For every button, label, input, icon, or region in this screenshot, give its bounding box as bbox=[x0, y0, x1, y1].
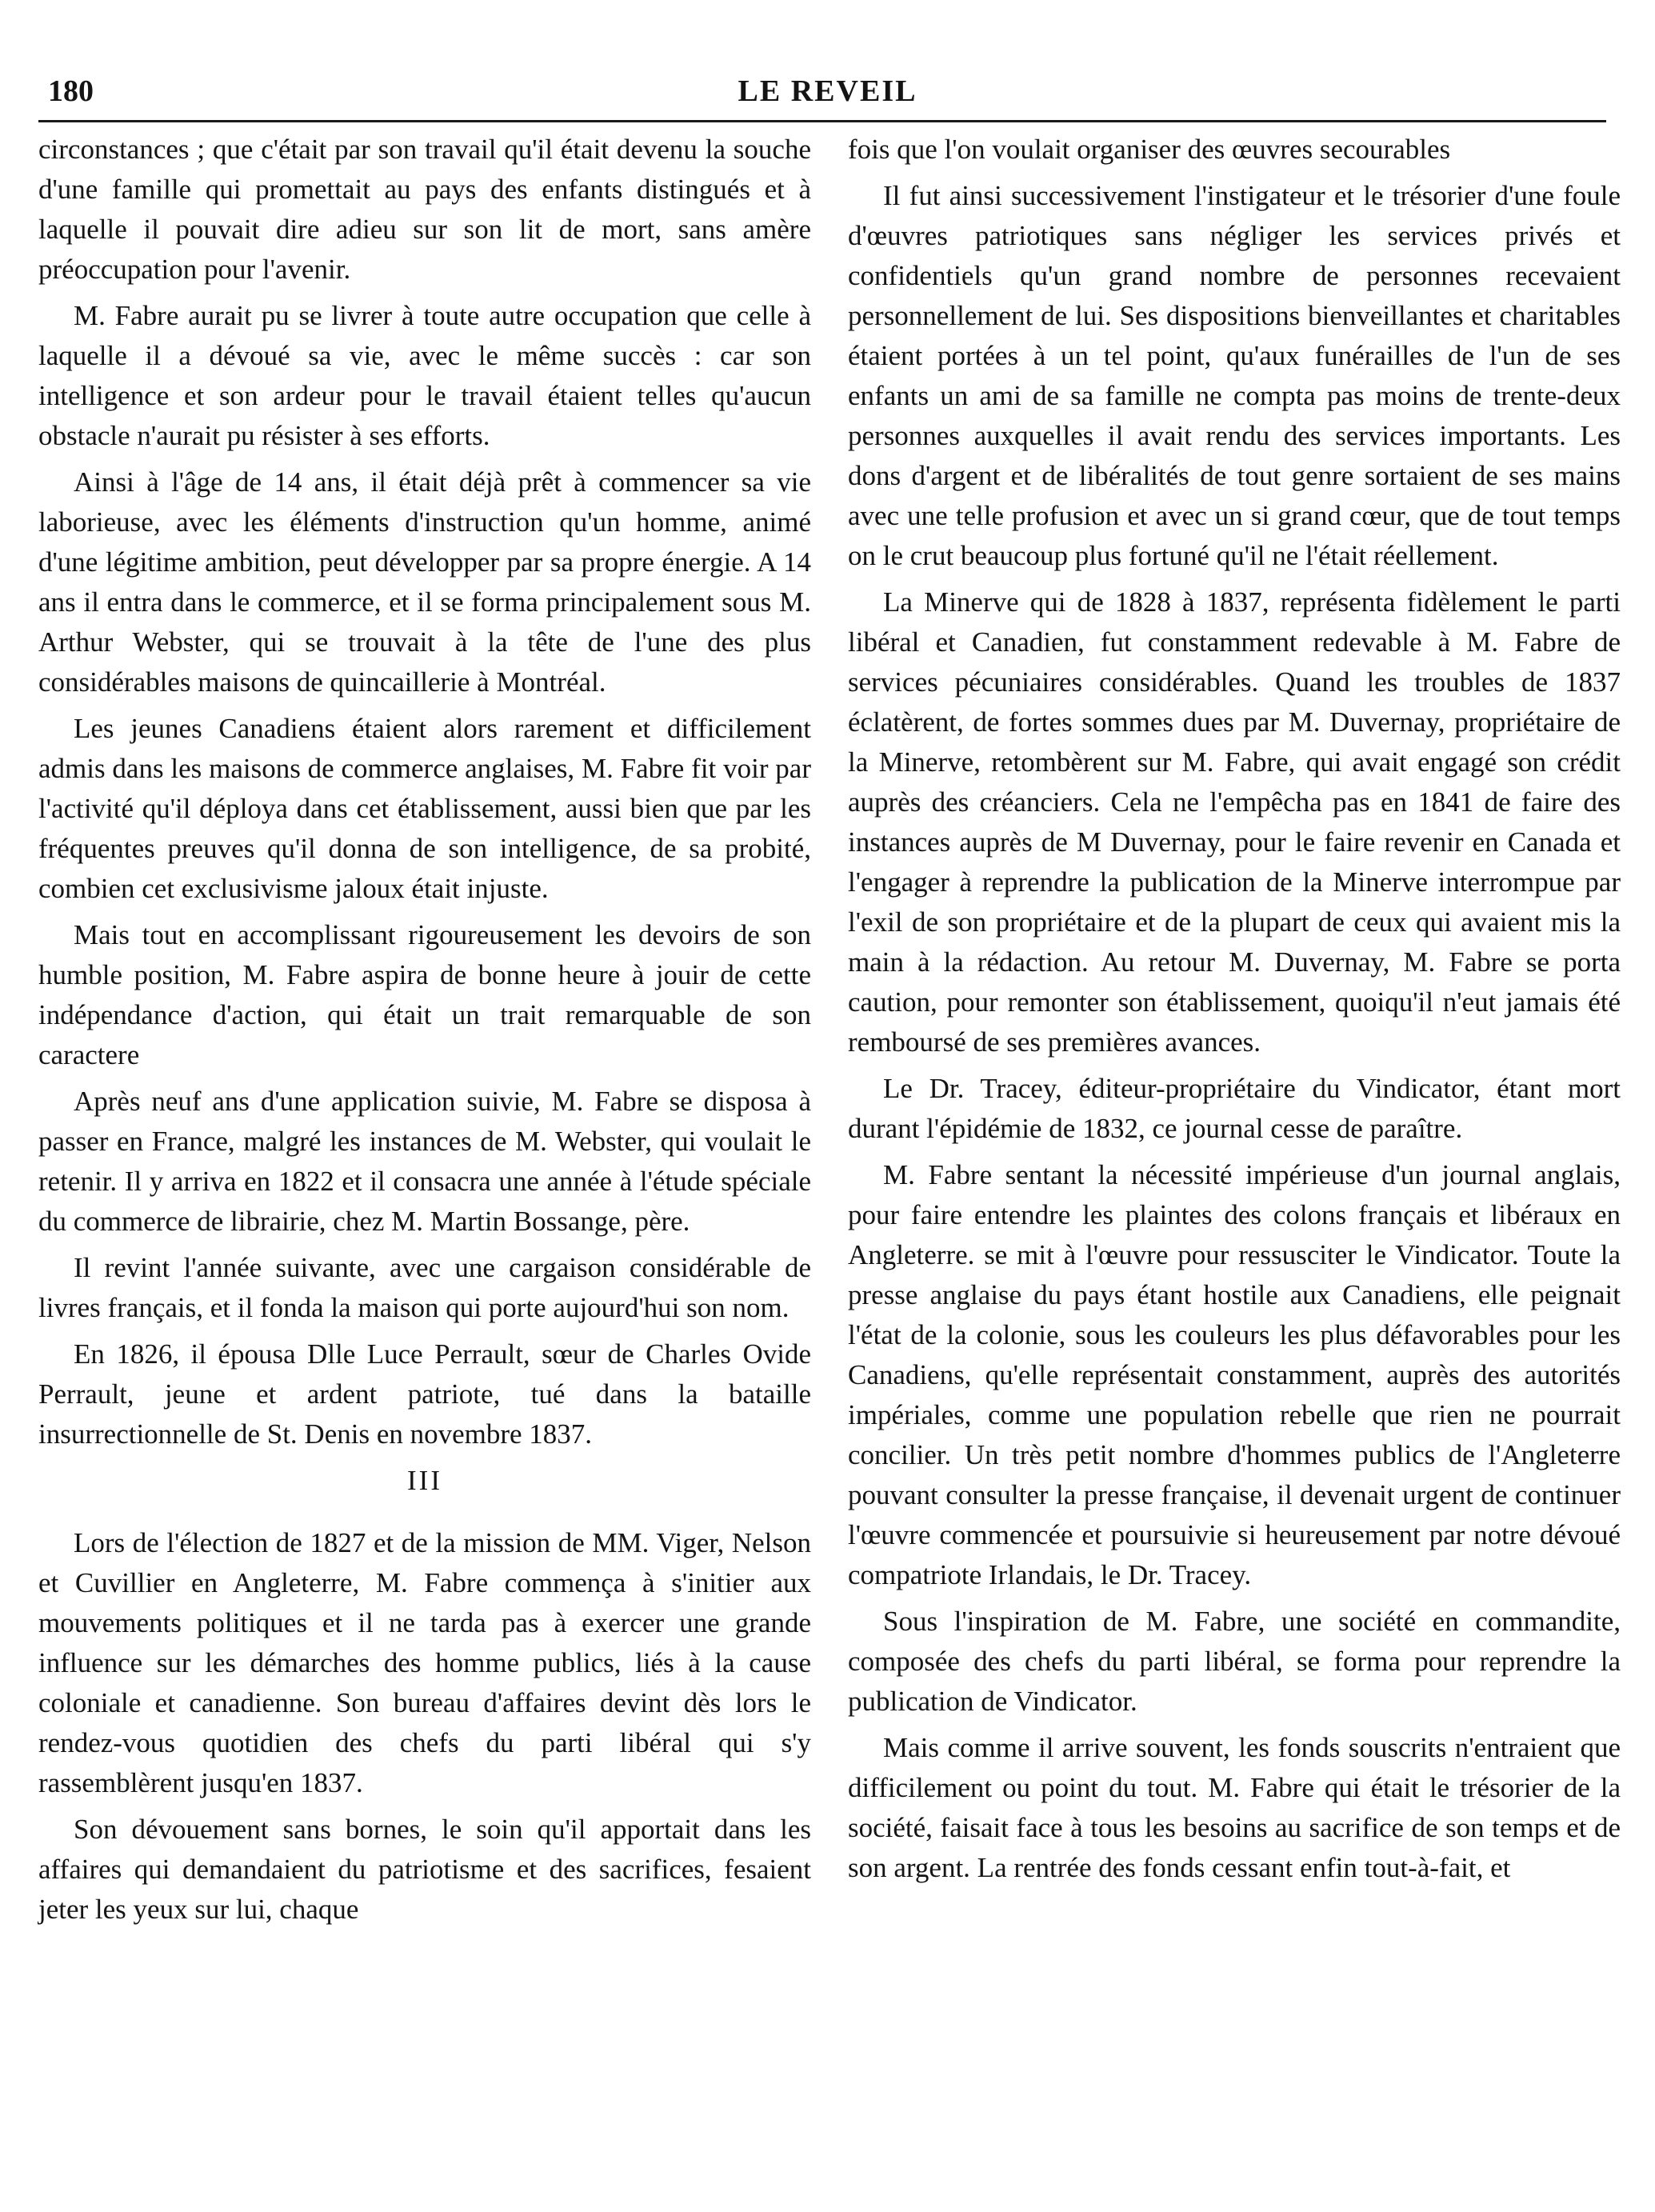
paragraph: Mais tout en accomplissant rigoureusement les devoirs de son humble position, M. Fabre aspira de bonne heure à jouir de cette indépendance d'action, qui était un trait remarquable de son caractere bbox=[38, 919, 811, 1070]
paragraph: Il revint l'année suivante, avec une cargaison considérable de livres français, et il fonda la maison qui porte aujourd'hui son nom. bbox=[38, 1252, 811, 1323]
page-number: 180 bbox=[48, 74, 94, 108]
right-column bbox=[848, 130, 1621, 1894]
paragraph: Il fut ainsi successivement l'instigateur et le trésorier d'une foule d'œuvres patriotiques sans négliger les services privés et confidentiels qu'un grand nombre de personnes recevaient personnellement de lui. Ses dispositions bienveillantes et charitables étaient portées à un tel point, qu'aux funérailles de l'un de ses enfants un ami de sa famille ne compta pas moins de trente-deux personnes auxquelles il avait rendu des services importants. Les dons d'argent et de libéralités de tout genre sortaient de ses mains avec une telle profusion et avec un si grand cœur, que de tout temps on le crut beaucoup plus fortuné qu'il ne l'était réellement. bbox=[848, 180, 1621, 571]
running-title: LE REVEIL bbox=[738, 74, 917, 108]
paragraph: Sous l'inspiration de M. Fabre, une société en commandite, composée des chefs du parti libéral, se forma pour reprendre la publication de Vindicator. bbox=[848, 1606, 1621, 1717]
header-rule bbox=[38, 120, 1606, 122]
paragraph: Son dévouement sans bornes, le soin qu'il apportait dans les affaires qui demandaient du patriotisme et des sacrifices, fesaient jeter les yeux sur lui, chaque bbox=[38, 1814, 811, 1925]
section-heading: III bbox=[407, 1465, 442, 1496]
paragraph: M. Fabre aurait pu se livrer à toute autre occupation que celle à laquelle il a dévoué sa vie, avec le même succès : car son intelligence et son ardeur pour le travail étaient telles qu'aucun obstacle n'aurait pu résister à ses efforts. bbox=[38, 300, 811, 451]
paragraph: Ainsi à l'âge de 14 ans, il était déjà prêt à commencer sa vie laborieuse, avec les éléments d'instruction qu'un homme, animé d'une légitime ambition, peut développer par sa propre énergie. A 14 ans il entra dans le commerce, et il se forma principalement sous M. Arthur Webster, qui se trouvait à la tête de l'une des plus considérables maisons de quincaillerie à Montréal. bbox=[38, 466, 811, 698]
paragraph: Le Dr. Tracey, éditeur-propriétaire du Vindicator, étant mort durant l'épidémie de 1832, ce journal cesse de paraître. bbox=[848, 1073, 1621, 1144]
paragraph: Les jeunes Canadiens étaient alors rarement et difficilement admis dans les maisons de commerce anglaises, M. Fabre fit voir par l'activité qu'il déploya dans cet établissement, aussi bien que par les fréquentes preuves qu'il donna de son intelligence, de sa probité, combien cet exclusivisme jaloux était injuste. bbox=[38, 713, 811, 904]
paragraph: Après neuf ans d'une application suivie, M. Fabre se disposa à passer en France, malgré les instances de M. Webster, qui voulait le retenir. Il y arriva en 1822 et il consacra une année à l'étude spéciale du commerce de librairie, chez M. Martin Bossange, père. bbox=[38, 1086, 811, 1237]
paragraph: circonstances ; que c'était par son travail qu'il était devenu la souche d'une famille qui promettait au pays des enfants distingués et à laquelle il pouvait dire adieu sur son lit de mort, sans amère préoccupation pour l'avenir. bbox=[38, 134, 811, 285]
paragraph: Lors de l'élection de 1827 et de la mission de MM. Viger, Nelson et Cuvillier en Angleterre, M. Fabre commença à s'initier aux mouvements politiques et il ne tarda pas à exercer une grande influence sur les démarches des homme publics, liés à la cause coloniale et canadienne. Son bureau d'affaires devint dès lors le rendez-vous quotidien des chefs du parti libéral qui s'y rassemblèrent jusqu'en 1837. bbox=[38, 1527, 811, 1798]
paragraph: La Minerve qui de 1828 à 1837, représenta fidèlement le parti libéral et Canadien, fut constamment redevable à M. Fabre de services pécuniaires considérables. Quand les troubles de 1837 éclatèrent, de fortes sommes dues par M. Duvernay, propriétaire de la Minerve, retombèrent sur M. Fabre, qui avait engagé son crédit auprès des créanciers. Cela ne l'empêcha pas en 1841 de faire des instances auprès de M Duvernay, pour le faire revenir en Canada et l'engager à reprendre la publication de la Minerve interrompue par l'exil de son propriétaire et de la plupart de ceux qui avaient mis la main à la rédaction. Au retour M. Duvernay, M. Fabre se porta caution, pour remonter son établissement, quoiqu'il n'eut jamais été remboursé de ses premières avances. bbox=[848, 586, 1621, 1058]
left-column bbox=[38, 130, 811, 1936]
paragraph: M. Fabre sentant la nécessité impérieuse d'un journal anglais, pour faire entendre les plaintes des colons français et libéraux en Angleterre. se mit à l'œuvre pour ressusciter le Vindicator. Toute la presse anglaise du pays étant hostile aux Canadiens, elle peignait l'état de la colonie, sous les couleurs les plus défavorables pour les Canadiens, qu'elle représentait constamment, auprès des autorités impériales, comme une population rebelle que rien ne pourrait concilier. Un très petit nombre d'hommes publics de l'Angleterre pouvant consulter la presse française, il devenait urgent de continuer l'œuvre commencée et poursuivie si heureusement par notre dévoué compatriote Irlandais, le Dr. Tracey. bbox=[848, 1159, 1621, 1590]
paragraph: fois que l'on voulait organiser des œuvres secourables bbox=[848, 134, 1451, 165]
paragraph: En 1826, il épousa Dlle Luce Perrault, sœur de Charles Ovide Perrault, jeune et ardent patriote, tué dans la bataille insurrectionnelle de St. Denis en novembre 1837. bbox=[38, 1338, 811, 1450]
paragraph: Mais comme il arrive souvent, les fonds souscrits n'entraient que difficilement ou point du tout. M. Fabre qui était le trésorier de la société, faisait face à tous les besoins au sacrifice de son temps et de son argent. La rentrée des fonds cessant enfin tout-à-fait, et bbox=[848, 1732, 1621, 1883]
